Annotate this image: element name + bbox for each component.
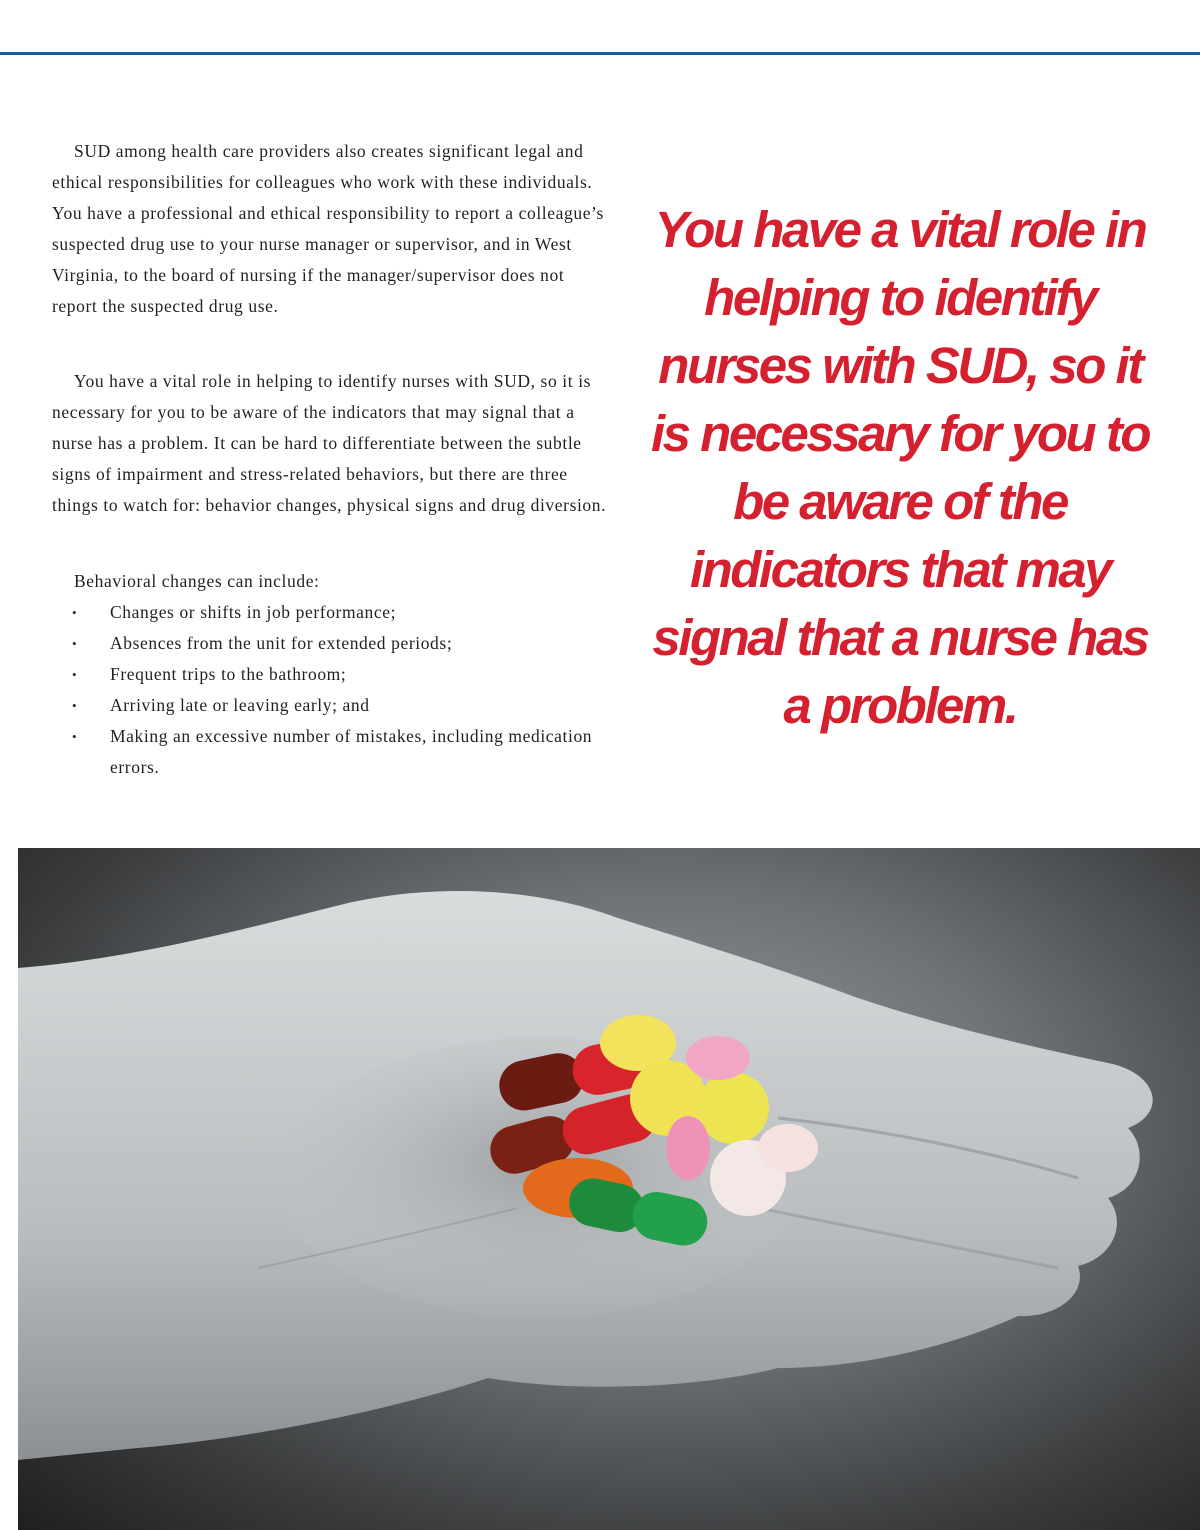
list-item: • Frequent trips to the bathroom; <box>52 659 612 690</box>
top-rule <box>0 52 1200 55</box>
body-text-column <box>52 136 612 783</box>
pink-tablet <box>666 1116 710 1180</box>
white-tablet <box>758 1124 818 1172</box>
paragraph-vital-role: You have a vital role in helping to identify nurses with SUD, so it is necessary for you to be aware of the indicators that may signal that a nurse has a problem. It can be hard to differentiate between the subtle signs of impairment and stress-related behaviors, but there are three things to watch for: behavior changes, physical signs and drug diversion. <box>52 371 607 515</box>
paragraph-legal-responsibilities: SUD among health care providers also creates significant legal and ethical responsibilities for colleagues who work with these individuals. You have a professional and ethical responsibility to report a colleague’s suspected drug use to your nurse manager or supervisor, and in West Virginia, to the board of nursing if the manager/supervisor does not report the suspected drug use. <box>52 141 604 316</box>
yellow-tablet <box>697 1072 769 1144</box>
list-item: • Changes or shifts in job performance; <box>52 597 612 628</box>
pull-quote: You have a vital role in helping to identify nurses with SUD, so it is necessary for you to be aware of the indicators that may signal that a nurse has a problem. <box>650 201 1150 734</box>
hand-with-pills-illustration <box>18 848 1200 1530</box>
list-item: • Arriving late or leaving early; and <box>52 690 612 721</box>
hand-with-pills-photo <box>18 848 1200 1530</box>
behavioral-changes-list <box>52 597 612 783</box>
list-item: • Absences from the unit for extended periods; <box>52 628 612 659</box>
list-item: • Making an excessive number of mistakes, including medication errors. <box>52 721 612 783</box>
list-intro: Behavioral changes can include: <box>74 571 320 591</box>
pink-tablet <box>686 1036 750 1080</box>
